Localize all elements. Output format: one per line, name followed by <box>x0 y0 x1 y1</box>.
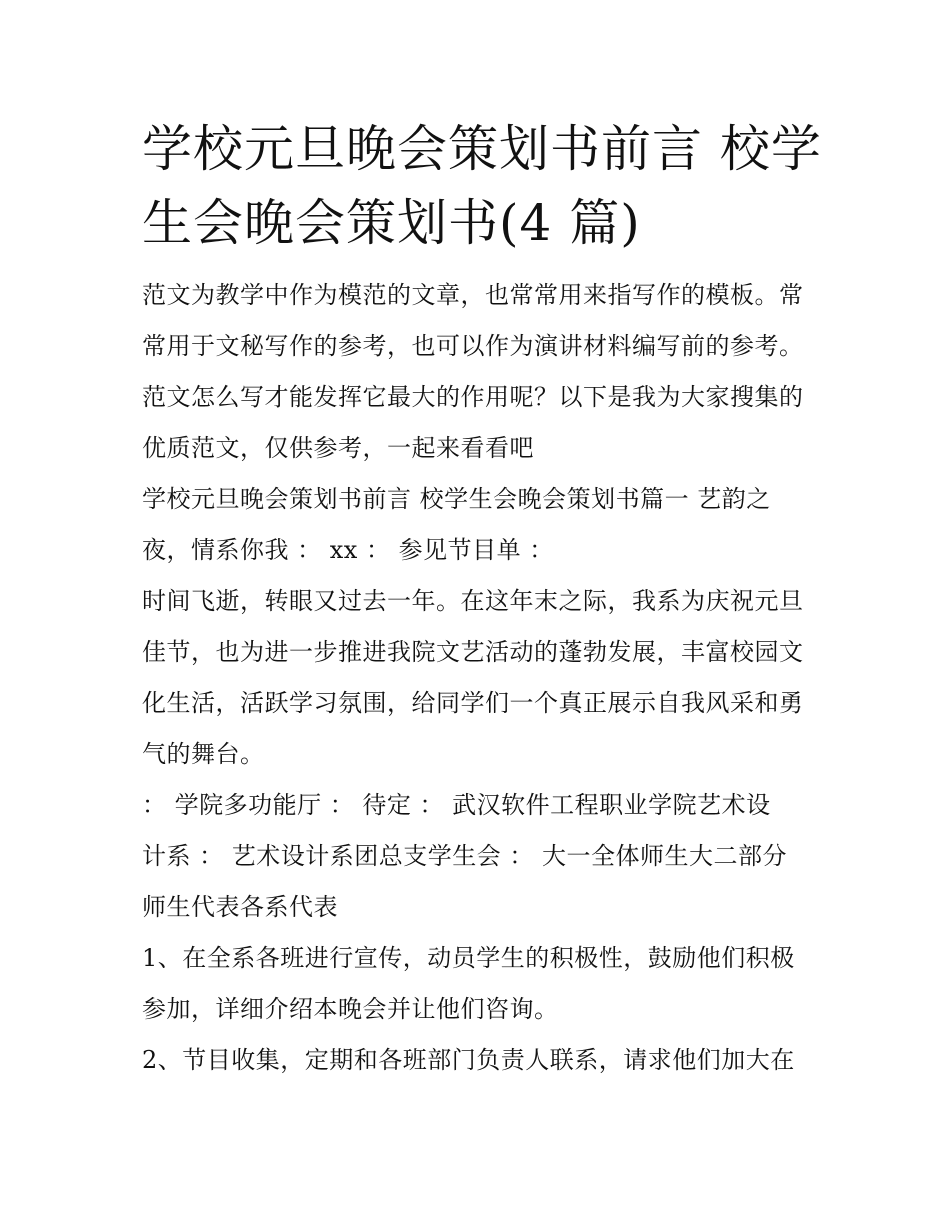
step-1-paragraph: 1、在全系各班进行宣传，动员学生的积极性，鼓励他们积极参加，详细介绍本晚会并让他们咨询。 <box>142 944 795 1023</box>
step-2-paragraph: 2、节目收集，定期和各班部门负责人联系，请求他们加大在 <box>142 1046 795 1074</box>
title-line-1: 学校元旦晚会策划书前言 校学 <box>142 120 822 178</box>
intro-paragraph: 范文为教学中作为模范的文章，也常常用来指写作的模板。常常用于文秘写作的参考，也可以作为演讲材料编写前的参考。范文怎么写才能发挥它最大的作用呢？以下是我为大家搜集的优质范文，仅供参考，一起来看看吧 <box>142 281 804 462</box>
venue-paragraph: ： 学院多功能厅 ： 待定 ： 武汉软件工程职业学院艺术设计系 ： 艺术设计系团总支学生会 ： 大一全体师生大二部分师生代表各系代表 <box>142 791 788 921</box>
background-paragraph: 时间飞逝，转眼又过去一年。在这年末之际，我系为庆祝元旦佳节，也为进一步推进我院文艺活动的蓬勃发展，丰富校园文化生活，活跃学习氛围，给同学们一个真正展示自我风采和勇气的舞台。 <box>142 587 804 768</box>
document-title <box>142 112 822 260</box>
section-heading-paragraph: 学校元旦晚会策划书前言 校学生会晚会策划书篇一 艺韵之夜，情系你我 ： xx ： 参见节目单 ： <box>142 485 771 564</box>
document-page <box>142 112 822 1086</box>
title-line-2: 生会晚会策划书(4 篇) <box>142 194 641 252</box>
